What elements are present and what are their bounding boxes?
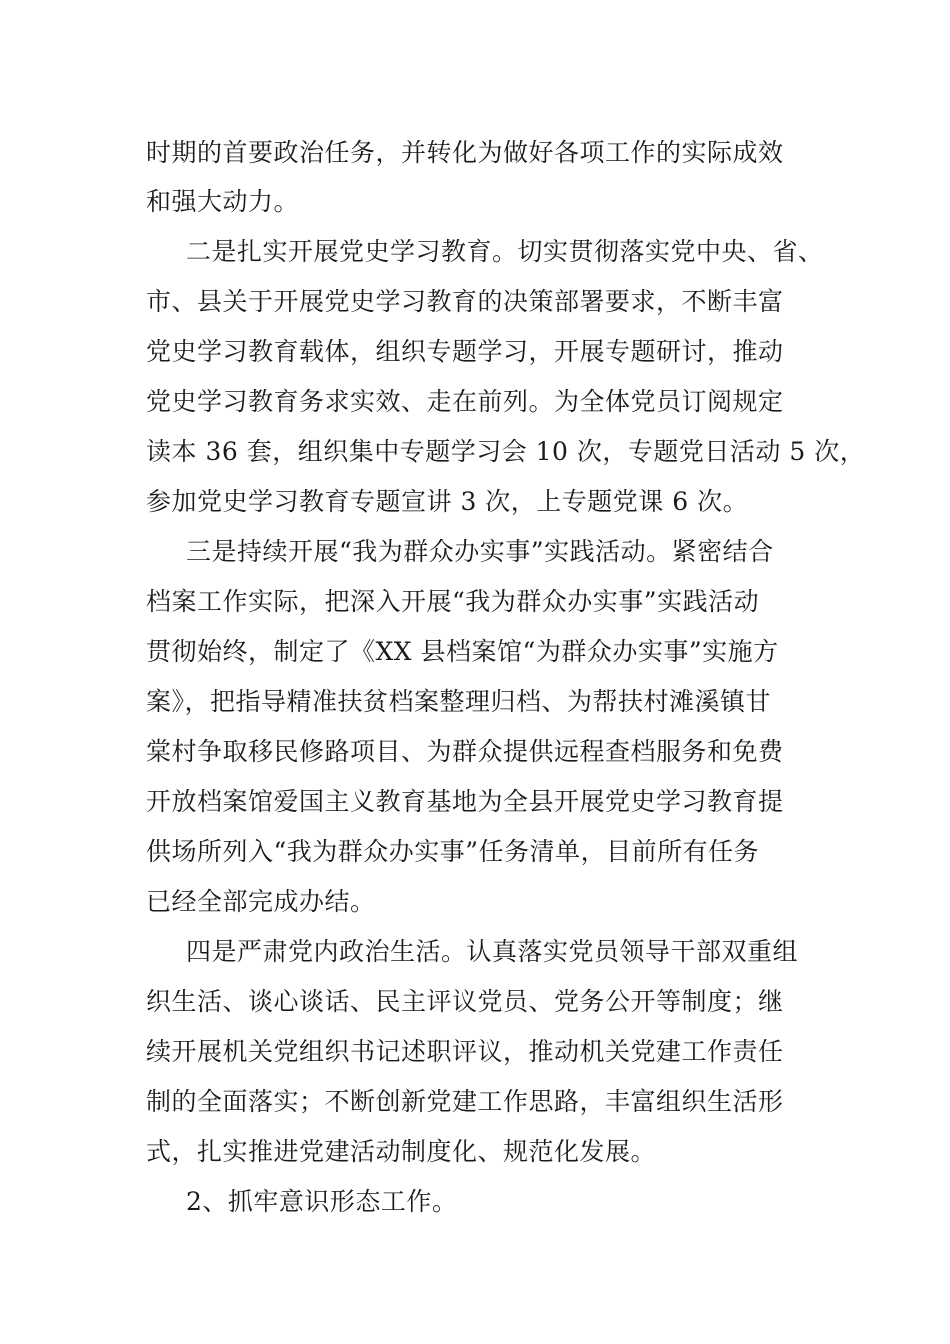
text-line: 续开展机关党组织书记述职评议，推动机关党建工作责任: [146, 1037, 784, 1066]
text-line: 市、县关于开展党史学习教育的决策部署要求，不断丰富: [146, 287, 784, 316]
text-line: 党史学习教育务求实效、走在前列。为全体党员订阅规定: [146, 387, 784, 416]
text-line: 和强大动力。: [146, 187, 300, 216]
text-line: 档案工作实际，把深入开展“我为群众办实事”实践活动: [146, 587, 760, 616]
text-line: 供场所列入“我为群众办实事”任务清单，目前所有任务: [146, 837, 760, 866]
text-line: 贯彻始终，制定了《XX 县档案馆“为群众办实事”实施方: [146, 637, 779, 666]
text-line: 时期的首要政治任务，并转化为做好各项工作的实际成效: [146, 138, 784, 167]
text-line: 党史学习教育载体，组织专题学习，开展专题研讨，推动: [146, 337, 784, 366]
text-line: 读本 36 套，组织集中专题学习会 10 次，专题党日活动 5 次，: [146, 437, 866, 466]
text-line: 制的全面落实；不断创新党建工作思路，丰富组织生活形: [146, 1087, 784, 1116]
paragraph-start-line: 四是严肃党内政治生活。认真落实党员领导干部双重组: [186, 937, 799, 966]
text-line: 式，扎实推进党建活动制度化、规范化发展。: [146, 1137, 657, 1166]
text-line: 开放档案馆爱国主义教育基地为全县开展党史学习教育提: [146, 787, 784, 816]
text-line: 棠村争取移民修路项目、为群众提供远程查档服务和免费: [146, 737, 784, 766]
text-line: 已经全部完成办结。: [146, 887, 376, 916]
paragraph-start-line: 三是持续开展“我为群众办实事”实践活动。紧密结合: [186, 537, 774, 566]
paragraph-start-line: 二是扎实开展党史学习教育。切实贯彻落实党中央、省、: [186, 237, 824, 266]
text-line: 参加党史学习教育专题宣讲 3 次，上专题党课 6 次。: [146, 487, 749, 516]
text-line: 织生活、谈心谈话、民主评议党员、党务公开等制度；继: [146, 987, 784, 1016]
section-heading: 2、抓牢意识形态工作。: [186, 1187, 458, 1216]
text-line: 案》，把指导精准扶贫档案整理归档、为帮扶村滩溪镇甘: [146, 687, 772, 716]
